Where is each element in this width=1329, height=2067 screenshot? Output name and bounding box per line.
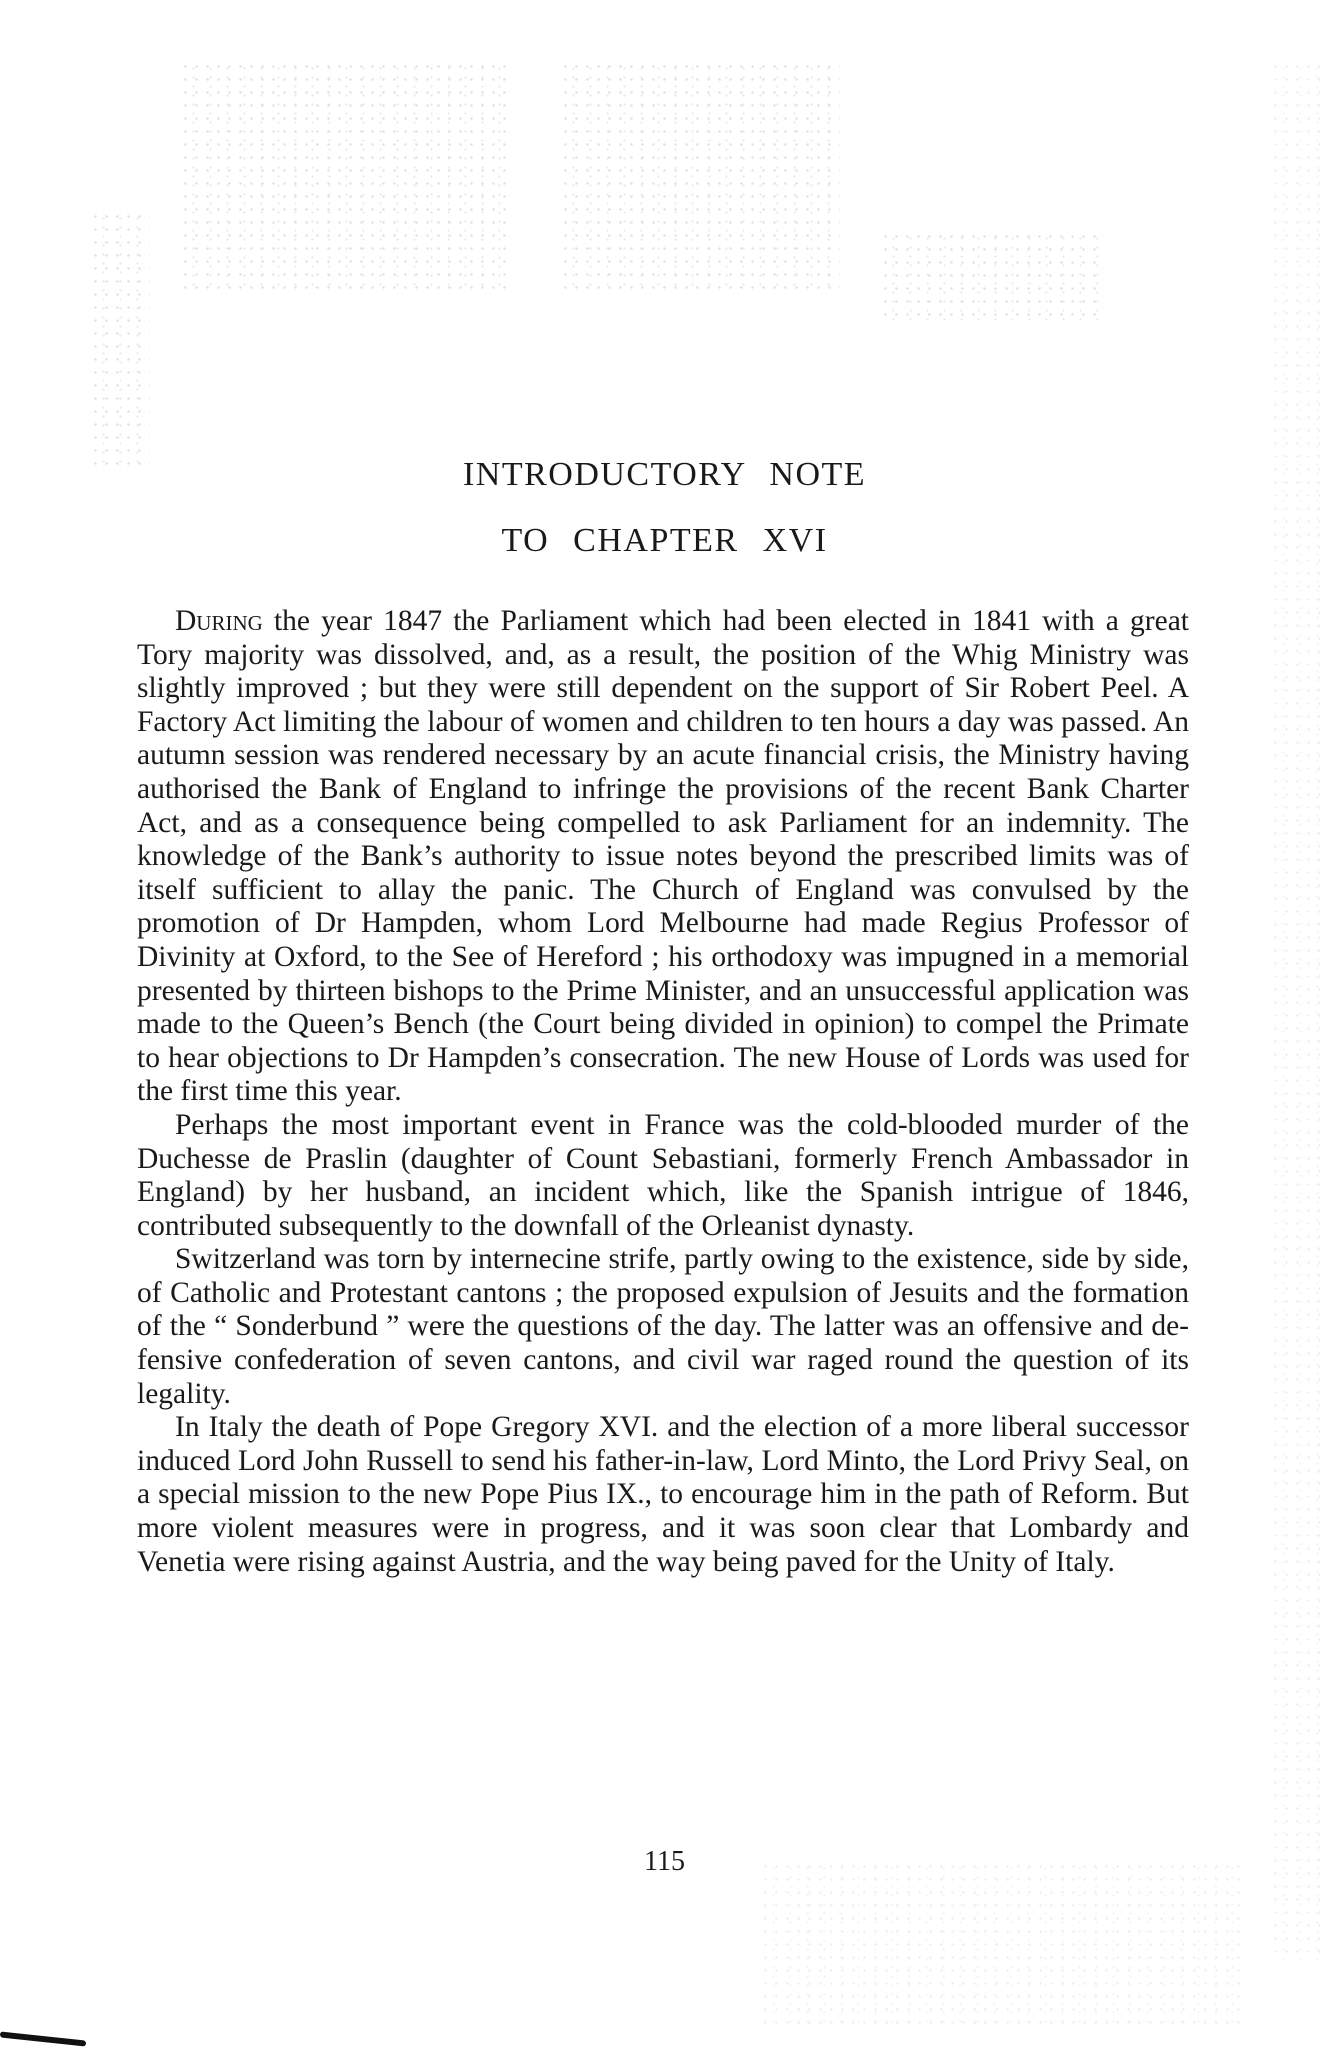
chapter-note-subtitle: TO CHAPTER XVI bbox=[501, 522, 828, 559]
paragraph-text: Perhaps the most important event in France was the cold-blooded murder of the Duchesse de Praslin (daughter of Count Sebastiani, formerly French Ambassador in England) by her husband, an incident which, like the Spanish intrigue of 1846, contributed subsequently to the downfall of the Orleanist dynasty. bbox=[137, 1108, 1189, 1242]
paragraph-text: Switzerland was torn by internecine strife, partly owing to the existence, side by side, of Catholic and Protestant cantons ; the proposed expulsion of Jesuits and the formation of the “ Sonderbund ” were the questions of the day. The latter was an offensive and defensive confederation of seven cantons, and civil war raged round the question of its legality. bbox=[137, 1243, 1189, 1410]
page-number: 115 bbox=[644, 1846, 685, 1877]
paragraph-3 bbox=[137, 1243, 1189, 1411]
scan-speckle-top-center bbox=[560, 60, 840, 290]
paragraph-lead-word: During bbox=[175, 605, 263, 637]
chapter-note-title: INTRODUCTORY NOTE bbox=[462, 456, 867, 493]
paragraph-text: the year 1847 the Parliament which had been elected in 1841 with a great Tory majority was dissolved, and, as a result, the position of the Whig Ministry was slightly improved ; but they were still dependent on the support of Sir Robert Peel. A Factory Act limiting the labour of women and children to ten hours a day was passed. An autumn session was rendered necessary by an acute financial crisis, the Ministry having authorised the Bank of England to infringe the provisions of the recent Bank Charter Act, and as a consequence being compelled to ask Parliament for an indemnity. The knowledge of the Bank’s authority to issue notes beyond the prescribed limits was of itself sufficient to allay the panic. The Church of England was convulsed by the promotion of Dr Hampden, whom Lord Melbourne had made Regius Professor of Divinity at Oxford, to the See of Hereford ; his orthodoxy was impugned in a memorial presented by thirteen bishops to the Prime Minister, and an unsuccessful application was made to the Queen’s Bench (the Court being divided in opinion) to compel the Primate to hear objections to Dr Hampden’s consecration. The new House of Lords was used for the first time this year. bbox=[137, 605, 1189, 1108]
paragraph-2 bbox=[137, 1109, 1189, 1243]
body-text bbox=[137, 605, 1189, 1579]
paragraph-1 bbox=[137, 605, 1189, 1109]
scan-speckle-top-right bbox=[880, 230, 1100, 320]
scan-speckle-bottom bbox=[760, 1860, 1240, 2030]
scan-edge-mark bbox=[0, 2031, 86, 2046]
paragraph-text: In Italy the death of Pope Gregory XVI. and the election of a more liberal successor induced Lord John Russell to send his father-in-law, Lord Minto, the Lord Privy Seal, on a special mission to the new Pope Pius IX., to encourage him in the path of Reform. But more violent measures were in progress, and it was soon clear that Lombardy and Venetia were rising against Austria, and the way being paved for the Unity of Italy. bbox=[137, 1411, 1189, 1578]
scan-speckle-right-edge bbox=[1270, 60, 1320, 1960]
paragraph-4 bbox=[137, 1411, 1189, 1579]
scan-speckle-left-edge bbox=[90, 210, 150, 470]
scan-speckle-top-left bbox=[180, 60, 510, 290]
